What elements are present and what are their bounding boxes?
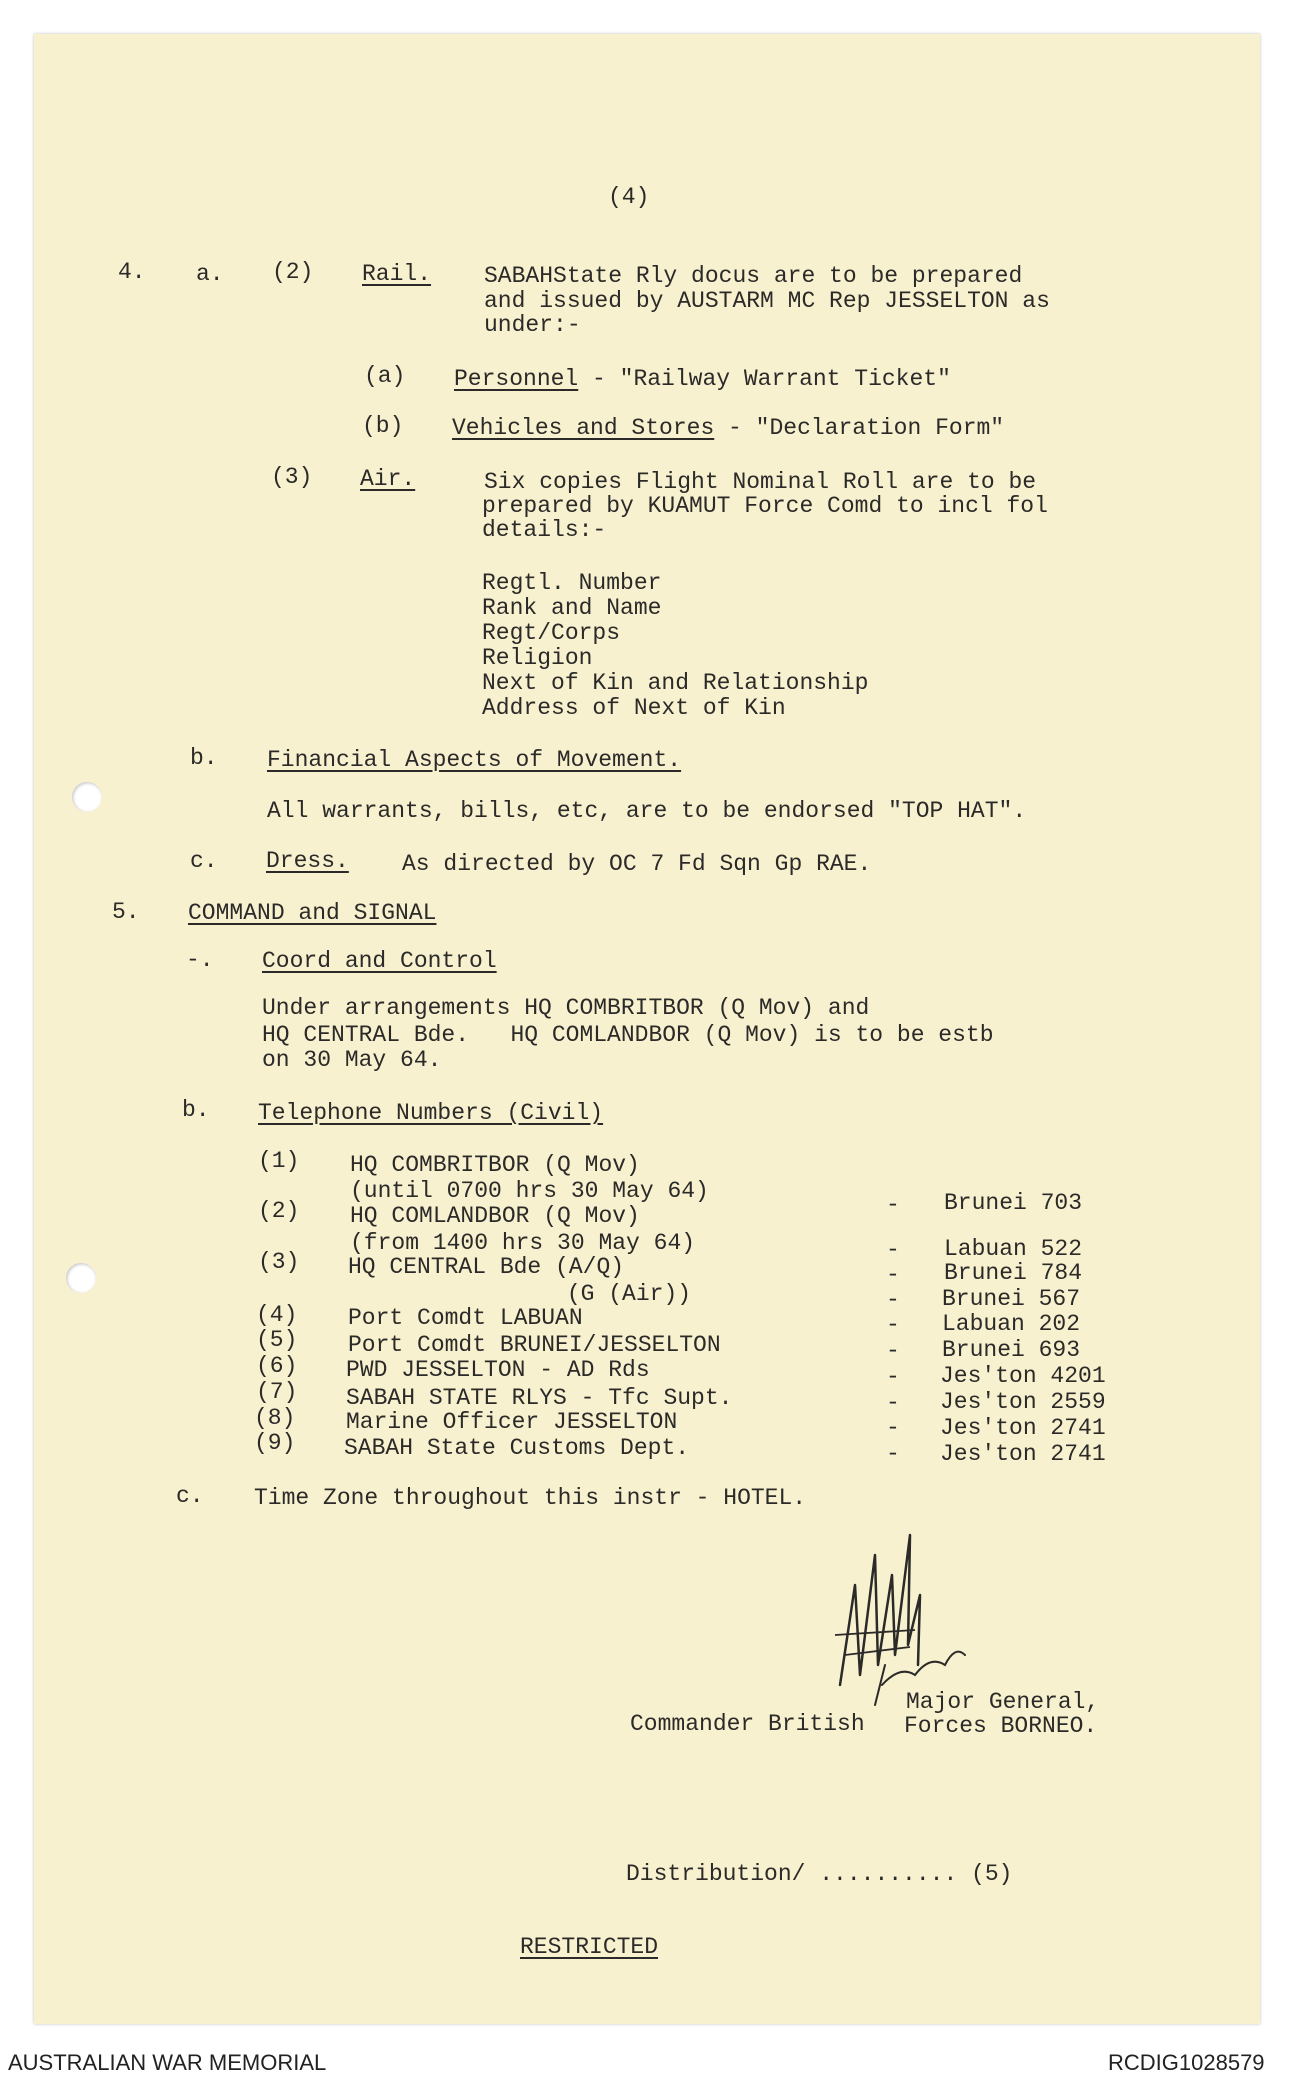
air-heading: Air. bbox=[360, 466, 416, 492]
phone-entry-dash: - bbox=[886, 1312, 900, 1338]
page-number: (4) bbox=[608, 184, 650, 210]
rail-item-number: (b) bbox=[362, 413, 404, 439]
phone-entry-number: (1) bbox=[258, 1148, 300, 1174]
handwritten-signature bbox=[820, 1515, 970, 1715]
phone-entry-name: HQ COMBRITBOR (Q Mov) bbox=[350, 1152, 640, 1178]
phone-entry-number: (5) bbox=[256, 1327, 298, 1353]
air-text-line: details:- bbox=[482, 517, 607, 543]
coord-control-heading: Coord and Control bbox=[262, 948, 497, 974]
phone-entry-dash: - bbox=[886, 1237, 900, 1263]
punch-hole-upper bbox=[72, 782, 102, 812]
phone-entry-number: (2) bbox=[258, 1198, 300, 1224]
phone-entry-dash: - bbox=[886, 1262, 900, 1288]
coord-text-line: on 30 May 64. bbox=[262, 1047, 442, 1073]
phone-entry-number: (3) bbox=[258, 1249, 300, 1275]
phone-entry-name: (until 0700 hrs 30 May 64) bbox=[350, 1178, 709, 1204]
phone-entry-name: (from 1400 hrs 30 May 64) bbox=[350, 1230, 696, 1256]
signatory-title-suffix: Forces BORNEO. bbox=[904, 1713, 1098, 1739]
phone-entry-number: (7) bbox=[256, 1379, 298, 1405]
phone-entry-number-value: Labuan 522 bbox=[944, 1236, 1083, 1262]
dress-text: As directed by OC 7 Fd Sqn Gp RAE. bbox=[402, 851, 872, 877]
distribution-line: Distribution/ .......... (5) bbox=[626, 1861, 1013, 1887]
classification-marking: RESTRICTED bbox=[520, 1934, 659, 1960]
rail-item-text: - "Railway Warrant Ticket" bbox=[578, 366, 951, 392]
financial-heading: Financial Aspects of Movement. bbox=[267, 747, 682, 773]
air-detail-item: Religion bbox=[482, 645, 593, 671]
phone-entry-dash: - bbox=[886, 1364, 900, 1390]
phone-entry-name: HQ COMLANDBOR (Q Mov) bbox=[350, 1203, 640, 1229]
section-5c-letter: c. bbox=[176, 1483, 204, 1509]
phone-entry-name: SABAH State Customs Dept. bbox=[344, 1435, 690, 1461]
command-signal-heading: COMMAND and SIGNAL bbox=[188, 900, 437, 926]
phone-entry-number: (9) bbox=[254, 1430, 296, 1456]
section-4a-letter: a. bbox=[196, 261, 224, 287]
footer-record-id: RCDIG1028579 bbox=[1108, 2050, 1265, 2075]
air-detail-item: Next of Kin and Relationship bbox=[482, 670, 869, 696]
coord-text-line: Under arrangements HQ COMBRITBOR (Q Mov) and bbox=[262, 995, 870, 1021]
phone-entry-dash: - bbox=[886, 1441, 900, 1467]
phone-entry-number-value: Jes'ton 2559 bbox=[940, 1389, 1106, 1415]
rail-item-title: Personnel bbox=[454, 366, 579, 392]
rail-text-line: under:- bbox=[484, 312, 581, 338]
phone-entry-number-value: Jes'ton 2741 bbox=[940, 1415, 1106, 1441]
section-4c-letter: c. bbox=[190, 848, 218, 874]
section-4-number: 4. bbox=[118, 259, 146, 285]
dress-heading: Dress. bbox=[266, 848, 349, 874]
punch-hole-lower bbox=[66, 1263, 96, 1293]
phone-entry-name: HQ CENTRAL Bde (A/Q) bbox=[348, 1254, 625, 1280]
section-5b-letter: b. bbox=[182, 1097, 210, 1123]
phone-entry-number-value: Labuan 202 bbox=[942, 1311, 1081, 1337]
air-detail-item: Rank and Name bbox=[482, 595, 662, 621]
air-number: (3) bbox=[271, 464, 313, 490]
rail-item-text: - "Declaration Form" bbox=[714, 415, 1005, 441]
phone-entry-dash: - bbox=[886, 1338, 900, 1364]
phone-entry-number-value: Brunei 703 bbox=[944, 1190, 1083, 1216]
phone-entry-name: Marine Officer JESSELTON bbox=[346, 1409, 678, 1435]
phone-entry-name: SABAH STATE RLYS - Tfc Supt. bbox=[346, 1385, 733, 1411]
phone-entry-dash: - bbox=[886, 1390, 900, 1416]
phone-entry-number-value: Brunei 784 bbox=[944, 1260, 1083, 1286]
section-5-number: 5. bbox=[112, 899, 140, 925]
air-text-line: Six copies Flight Nominal Roll are to be bbox=[484, 469, 1037, 495]
phone-entry-number: (6) bbox=[256, 1353, 298, 1379]
telephone-heading: Telephone Numbers (Civil) bbox=[258, 1100, 604, 1126]
air-text-line: prepared by KUAMUT Force Comd to incl fol bbox=[482, 493, 1048, 519]
phone-entry-name: PWD JESSELTON - AD Rds bbox=[346, 1357, 650, 1383]
rail-item-number: (a) bbox=[364, 363, 406, 389]
time-zone-text: Time Zone throughout this instr - HOTEL. bbox=[254, 1485, 807, 1511]
air-detail-item: Regt/Corps bbox=[482, 620, 621, 646]
phone-entry-name: Port Comdt BRUNEI/JESSELTON bbox=[348, 1332, 721, 1358]
air-detail-item: Address of Next of Kin bbox=[482, 695, 786, 721]
rail-item bbox=[454, 367, 951, 392]
section-4b-letter: b. bbox=[190, 745, 218, 771]
phone-entry-number-value: Jes'ton 2741 bbox=[940, 1441, 1106, 1467]
rail-item bbox=[452, 416, 1004, 441]
rail-number: (2) bbox=[272, 259, 314, 285]
section-5a-letter: -. bbox=[186, 947, 214, 973]
phone-entry-number-value: Jes'ton 4201 bbox=[940, 1363, 1106, 1389]
footer-archive-name: AUSTRALIAN WAR MEMORIAL bbox=[8, 2050, 327, 2075]
phone-entry-number: (8) bbox=[254, 1405, 296, 1431]
rail-text-line: SABAHState Rly docus are to be prepared bbox=[484, 263, 1023, 289]
rail-item-title: Vehicles and Stores bbox=[452, 415, 715, 441]
phone-entry-number-value: Brunei 693 bbox=[942, 1337, 1081, 1363]
rail-text-line: and issued by AUSTARM MC Rep JESSELTON as bbox=[484, 288, 1050, 314]
coord-text-line: HQ CENTRAL Bde. HQ COMLANDBOR (Q Mov) is to be estb bbox=[262, 1022, 994, 1048]
phone-entry-name: Port Comdt LABUAN bbox=[348, 1305, 583, 1331]
phone-entry-dash: - bbox=[886, 1415, 900, 1441]
phone-entry-number-value: Brunei 567 bbox=[942, 1286, 1081, 1312]
phone-entry-name: (G (Air)) bbox=[346, 1281, 692, 1307]
signatory-rank: Major General, bbox=[906, 1689, 1100, 1715]
phone-entry-dash: - bbox=[886, 1287, 900, 1313]
financial-text: All warrants, bills, etc, are to be endorsed "TOP HAT". bbox=[267, 798, 1027, 824]
phone-entry-dash: - bbox=[886, 1192, 900, 1218]
phone-entry-number: (4) bbox=[256, 1302, 298, 1328]
air-detail-item: Regtl. Number bbox=[482, 570, 662, 596]
signatory-title-prefix: Commander British bbox=[630, 1711, 865, 1737]
rail-heading: Rail. bbox=[362, 261, 432, 287]
